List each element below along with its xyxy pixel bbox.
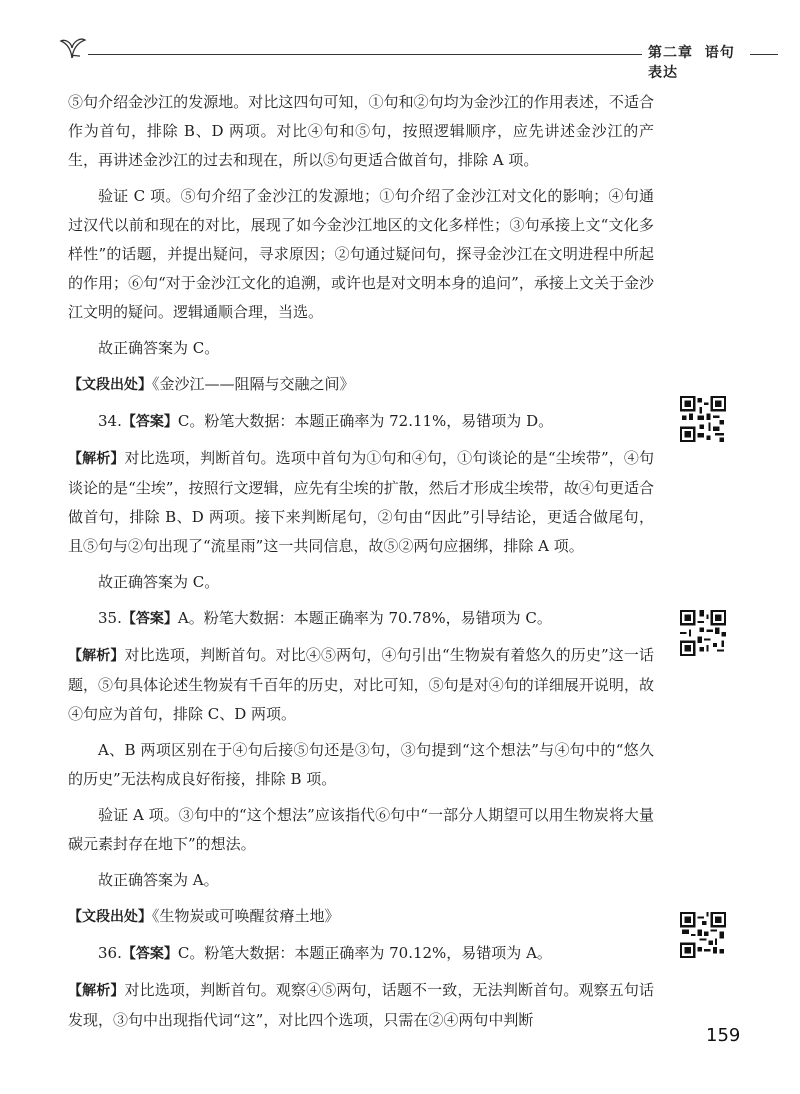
answer-line-35 <box>68 604 654 634</box>
analysis-tag: 【解析】 <box>68 451 125 467</box>
answer-text: C。粉笔大数据：本题正确率为 70.12%，易错项为 A。 <box>177 944 552 962</box>
paragraph: A、B 两项区别在于④句后接⑤句还是③句，③句提到“这个想法”与④句中的“悠久的历史”无法构成良好衔接，排除 B 项。 <box>68 741 654 788</box>
answer-line-34 <box>68 407 654 437</box>
page-header <box>58 32 778 81</box>
paragraph: 故正确答案为 C。 <box>98 573 220 591</box>
answer-tag: 【答案】 <box>121 946 178 962</box>
paragraph: 故正确答案为 A。 <box>98 871 219 889</box>
analysis-text: 对比选项，判断首句。选项中首句为①句和④句，①句谈论的是“尘埃带”，④句谈论的是“尘埃”，按照行文逻辑，应先有尘埃的扩散，然后才形成尘埃带，故④句更适合做首句，排除 B、D 两项。接下来判断尾句，②句由“因此”引导结论，更适合做尾句，且⑤句与②句出现了“流星雨”这一共同信息，故⑤②两句应捆绑，排除 A 项。 <box>68 449 655 555</box>
header-rule-left <box>88 54 642 55</box>
analysis-text: 对比选项，判断首句。观察④⑤两句，话题不一致，无法判断首句。观察五句话发现，③句中出现指代词“这”，对比四个选项，只需在②④两句中判断 <box>68 981 654 1029</box>
question-number: 35. <box>98 609 122 627</box>
qr-code-icon <box>680 912 726 958</box>
question-number: 34. <box>98 412 122 430</box>
source-tag: 【文段出处】 <box>68 909 152 925</box>
page-body <box>68 88 654 1042</box>
answer-text: C。粉笔大数据：本题正确率为 72.11%，易错项为 D。 <box>177 412 554 430</box>
qr-code-icon <box>680 610 726 656</box>
answer-tag: 【答案】 <box>121 414 178 430</box>
qr-code-icon <box>680 396 726 442</box>
source-text: 《金沙江——阻隔与交融之间》 <box>152 375 355 393</box>
analysis-text: 对比选项，判断首句。对比④⑤两句，④句引出“生物炭有着悠久的历史”这一话题，⑤句具体论述生物炭有千百年的历史，对比可知，⑤句是对④句的详细展开说明，故④句应为首句，排除 C、D 两项。 <box>68 646 655 723</box>
analysis-tag: 【解析】 <box>68 983 125 999</box>
question-number: 36. <box>98 944 122 962</box>
paragraph: ⑤句介绍金沙江的发源地。对比这四句可知，①句和②句均为金沙江的作用表述，不适合作为首句，排除 B、D 两项。对比④句和⑤句，按照逻辑顺序，应先讲述金沙江的产生，再讲述金沙江的过去和现在，所以⑤句更适合做首句，排除 A 项。 <box>68 93 654 169</box>
chapter-title <box>648 42 748 82</box>
analysis-tag: 【解析】 <box>68 648 125 664</box>
answer-tag: 【答案】 <box>121 611 178 627</box>
answer-text: A。粉笔大数据：本题正确率为 70.78%，易错项为 C。 <box>177 609 552 627</box>
header-rule-right <box>750 54 778 55</box>
answer-line-36 <box>68 939 654 969</box>
chapter-section: 语句表达 <box>648 45 735 81</box>
paragraph: 验证 C 项。⑤句介绍了金沙江的发源地；①句介绍了金沙江对文化的影响；④句通过汉代以前和现在的对比，展现了如今金沙江地区的文化多样性；③句承接上文“文化多样性”的话题，并提出疑问，寻求原因；②句通过疑问句，探寻金沙江在文明进程中所起的作用；⑥句“对于金沙江文化的追溯，或许也是对文明本身的追问”，承接上文关于金沙江文明的疑问。逻辑通顺合理，当选。 <box>68 187 654 321</box>
analysis-34 <box>68 444 654 561</box>
source-text: 《生物炭或可唤醒贫瘠土地》 <box>152 907 340 925</box>
analysis-35 <box>68 641 654 729</box>
source-tag: 【文段出处】 <box>68 377 152 393</box>
paragraph: 验证 A 项。③句中的“这个想法”应该指代⑥句中“一部分人期望可以用生物炭将大量碳元素封存在地下”的想法。 <box>68 806 654 853</box>
paragraph: 故正确答案为 C。 <box>98 339 220 357</box>
source-line <box>68 370 654 400</box>
source-line <box>68 902 654 932</box>
leaf-icon <box>58 34 88 60</box>
page-number: 159 <box>706 1025 741 1046</box>
chapter-number: 第二章 <box>648 45 693 61</box>
analysis-36 <box>68 976 654 1035</box>
